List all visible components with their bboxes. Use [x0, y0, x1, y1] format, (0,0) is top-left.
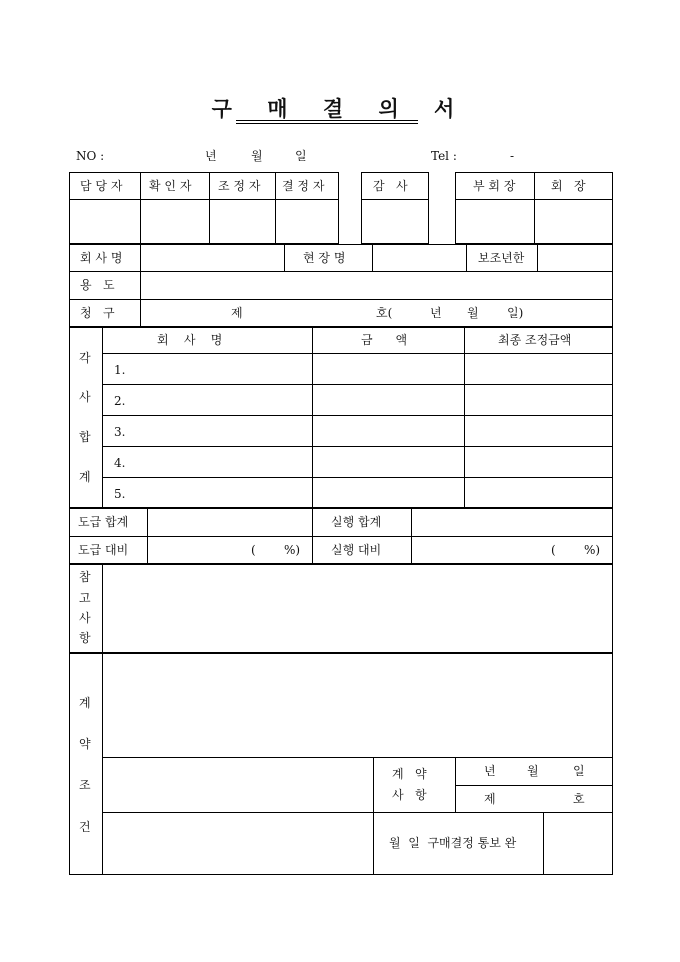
- tel-label: Tel :: [431, 149, 457, 163]
- contract-items-1: 계 약: [392, 767, 427, 781]
- approval-col-line: [140, 172, 141, 244]
- totals-col-line: [147, 508, 148, 564]
- purpose-label: 용 도: [80, 278, 115, 292]
- quotes-col-line: [102, 327, 103, 508]
- contract-side-char: 건: [79, 820, 91, 834]
- quotes-side-char: 계: [79, 470, 91, 484]
- contract-col-line: [543, 812, 544, 875]
- approval-adjuster: 조 정 자: [218, 179, 261, 193]
- title-underline-2: [236, 123, 418, 124]
- quotes-row-line: [102, 446, 613, 447]
- contract-col-line: [373, 757, 374, 875]
- exec-ratio-label: 실행 대비: [331, 543, 382, 557]
- notes-side-char: 사: [79, 611, 91, 625]
- quotes-side-char: 사: [79, 390, 91, 404]
- approval-auditor: 감 사: [373, 179, 408, 193]
- claim-label: 청 구: [80, 306, 115, 320]
- contract-items-2: 사 항: [392, 788, 427, 802]
- totals-col-line: [411, 508, 412, 564]
- contract-day: 일: [573, 764, 585, 778]
- info-row-line: [69, 299, 613, 300]
- quote-row-num: 1.: [114, 363, 126, 377]
- contract-ratio-label: 도급 대비: [78, 543, 129, 557]
- site-label: 현 장 명: [303, 251, 346, 265]
- quotes-col-line: [464, 327, 465, 508]
- approval-decider: 결 정 자: [282, 179, 325, 193]
- quotes-row-line: [102, 384, 613, 385]
- notes-side-char: 고: [79, 591, 91, 605]
- title-underline: [236, 120, 418, 121]
- info-col-line: [537, 244, 538, 271]
- col-company: 회 사 명: [157, 333, 223, 347]
- quote-row-num: 3.: [114, 425, 126, 439]
- contract-no: 제: [484, 792, 496, 806]
- quote-row-num: 5.: [114, 487, 126, 501]
- approval-col-line: [209, 172, 210, 244]
- quotes-row-line: [102, 415, 613, 416]
- info-col-line: [284, 244, 285, 271]
- col-amount: 금 액: [361, 333, 408, 347]
- approval-vice-chairman: 부 회 장: [473, 179, 516, 193]
- contract-year: 년: [484, 764, 496, 778]
- approval-checker: 확 인 자: [149, 179, 192, 193]
- claim-ho: 호(: [376, 306, 393, 320]
- approval-col-line: [275, 172, 276, 244]
- exec-pct-close: %): [584, 543, 601, 557]
- company-label: 회 사 명: [80, 251, 123, 265]
- header-month: 월: [251, 149, 263, 163]
- header-year: 년: [205, 149, 217, 163]
- claim-day: 일): [507, 306, 524, 320]
- approval-divider-audit: [361, 199, 429, 200]
- claim-year: 년: [430, 306, 442, 320]
- contract-side-char: 약: [79, 737, 91, 751]
- claim-month: 월: [467, 306, 479, 320]
- contract-row-line: [102, 812, 613, 813]
- contract-side-char: 조: [79, 778, 91, 792]
- quotes-col-line: [312, 327, 313, 508]
- quotes-side-char: 합: [79, 430, 91, 444]
- contract-col-line: [102, 653, 103, 875]
- no-label: NO :: [76, 149, 105, 163]
- approval-divider-left: [69, 199, 339, 200]
- contract-row-line: [455, 785, 613, 786]
- totals-col-line: [312, 508, 313, 564]
- col-final: 최종 조정금액: [498, 333, 572, 347]
- quotes-row-line: [102, 477, 613, 478]
- contract-ho: 호: [573, 792, 585, 806]
- totals-row-line: [69, 536, 613, 537]
- notes-side-char: 참: [79, 570, 91, 584]
- info-col-line: [466, 244, 467, 271]
- quote-row-num: 4.: [114, 456, 126, 470]
- approval-chairman: 회 장: [551, 179, 586, 193]
- retention-label: 보조년한: [478, 251, 525, 265]
- contract-pct-close: %): [284, 543, 301, 557]
- notes-col-line: [102, 564, 103, 653]
- contract-row-line: [102, 757, 613, 758]
- quotes-table: [69, 327, 613, 508]
- info-col-line: [140, 244, 141, 327]
- page-title: 구 매 결 의 서: [211, 96, 469, 121]
- quote-row-num: 2.: [114, 394, 126, 408]
- approval-col-line: [534, 172, 535, 244]
- contract-side-char: 계: [79, 696, 91, 710]
- exec-total-label: 실행 합계: [331, 515, 382, 529]
- contract-month: 월: [527, 764, 539, 778]
- quotes-row-line: [102, 353, 613, 354]
- contract-pct-open: (: [251, 543, 256, 557]
- contract-total-label: 도급 합계: [78, 515, 129, 529]
- info-row-line: [69, 271, 613, 272]
- approval-manager: 담 당 자: [80, 179, 123, 193]
- info-col-line: [372, 244, 373, 271]
- claim-no: 제: [231, 306, 243, 320]
- tel-dash: -: [510, 149, 515, 163]
- quotes-side-char: 각: [79, 351, 91, 365]
- header-day: 일: [295, 149, 307, 163]
- notes-side-char: 항: [79, 631, 91, 645]
- decision-notice: 월 일 구매결정 통보 완: [389, 836, 517, 850]
- exec-pct-open: (: [551, 543, 556, 557]
- notes-box: [69, 564, 613, 653]
